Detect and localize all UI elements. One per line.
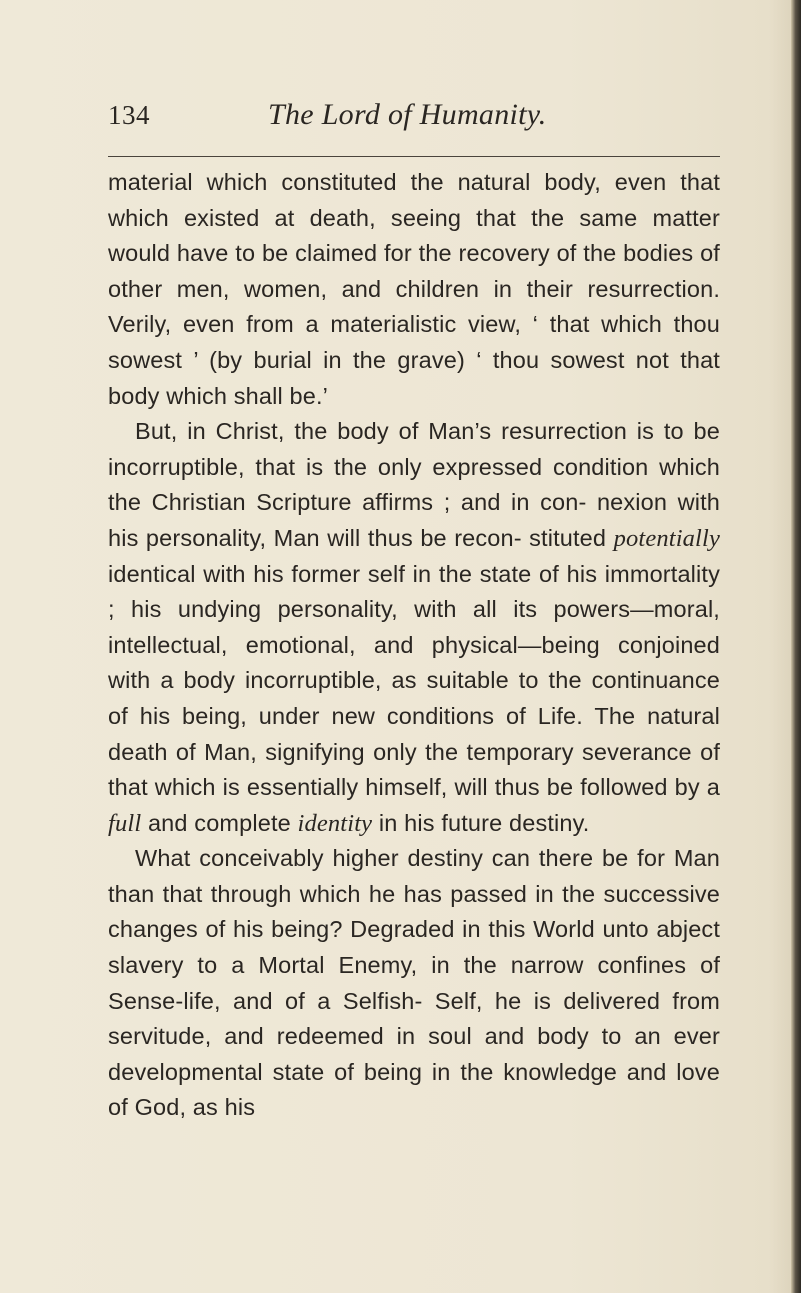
text-span: and complete (141, 809, 298, 836)
italic-span: identity (297, 809, 373, 837)
page-edge-shadow (791, 0, 801, 1293)
paragraph (108, 414, 720, 841)
text-span: identical with his former self in the state of his immortality ; his undying personality, with all its powers—moral, intellectual, emotional, and physical—being conjoined with a body incorruptible, as suitable to the continuance of his being, under new conditions of Life. The natural death of Man, signifying only the temporary severance of that which is essentially himself, will thus be followed by a (108, 560, 720, 801)
page-header (108, 96, 720, 140)
paragraph (108, 165, 720, 414)
italic-span: full (108, 809, 142, 837)
text-span: material which constituted the natural body, even that which existed at death, seeing that the same matter would have to be claimed for the recovery of the bodies of other men, women, and children in their resurrection. Verily, even from a materialistic view, ‘ that which thou sowest ’ (by burial in the grave) ‘ thou sowest not that body which shall be.’ (108, 169, 720, 409)
text-span: But, in Christ, the body of Man’s resurrection is to be incorruptible, that is the only expressed condition which the Christian Scripture affirms ; and in con- nexion with his personality, Man will thus be recon- stituted (108, 418, 720, 551)
text-span: What conceivably higher destiny can there be for Man than that through which he has passed in the successive changes of his being? Degraded in this World unto abject slavery to a Mortal Enemy, in the narrow confines of Sense-life, and of a Selfish- Self, he is delivered from servitude, and redeemed in soul and body to an ever developmental state of being in the knowledge and love of God, as his (108, 845, 720, 1121)
body-text (108, 165, 720, 1126)
italic-span: potentially (613, 524, 720, 552)
header-rule (108, 156, 720, 157)
paragraph (108, 841, 720, 1126)
text-span: in his future destiny. (372, 809, 590, 836)
page-number: 134 (108, 100, 150, 130)
running-title: The Lord of Humanity. (268, 98, 547, 131)
